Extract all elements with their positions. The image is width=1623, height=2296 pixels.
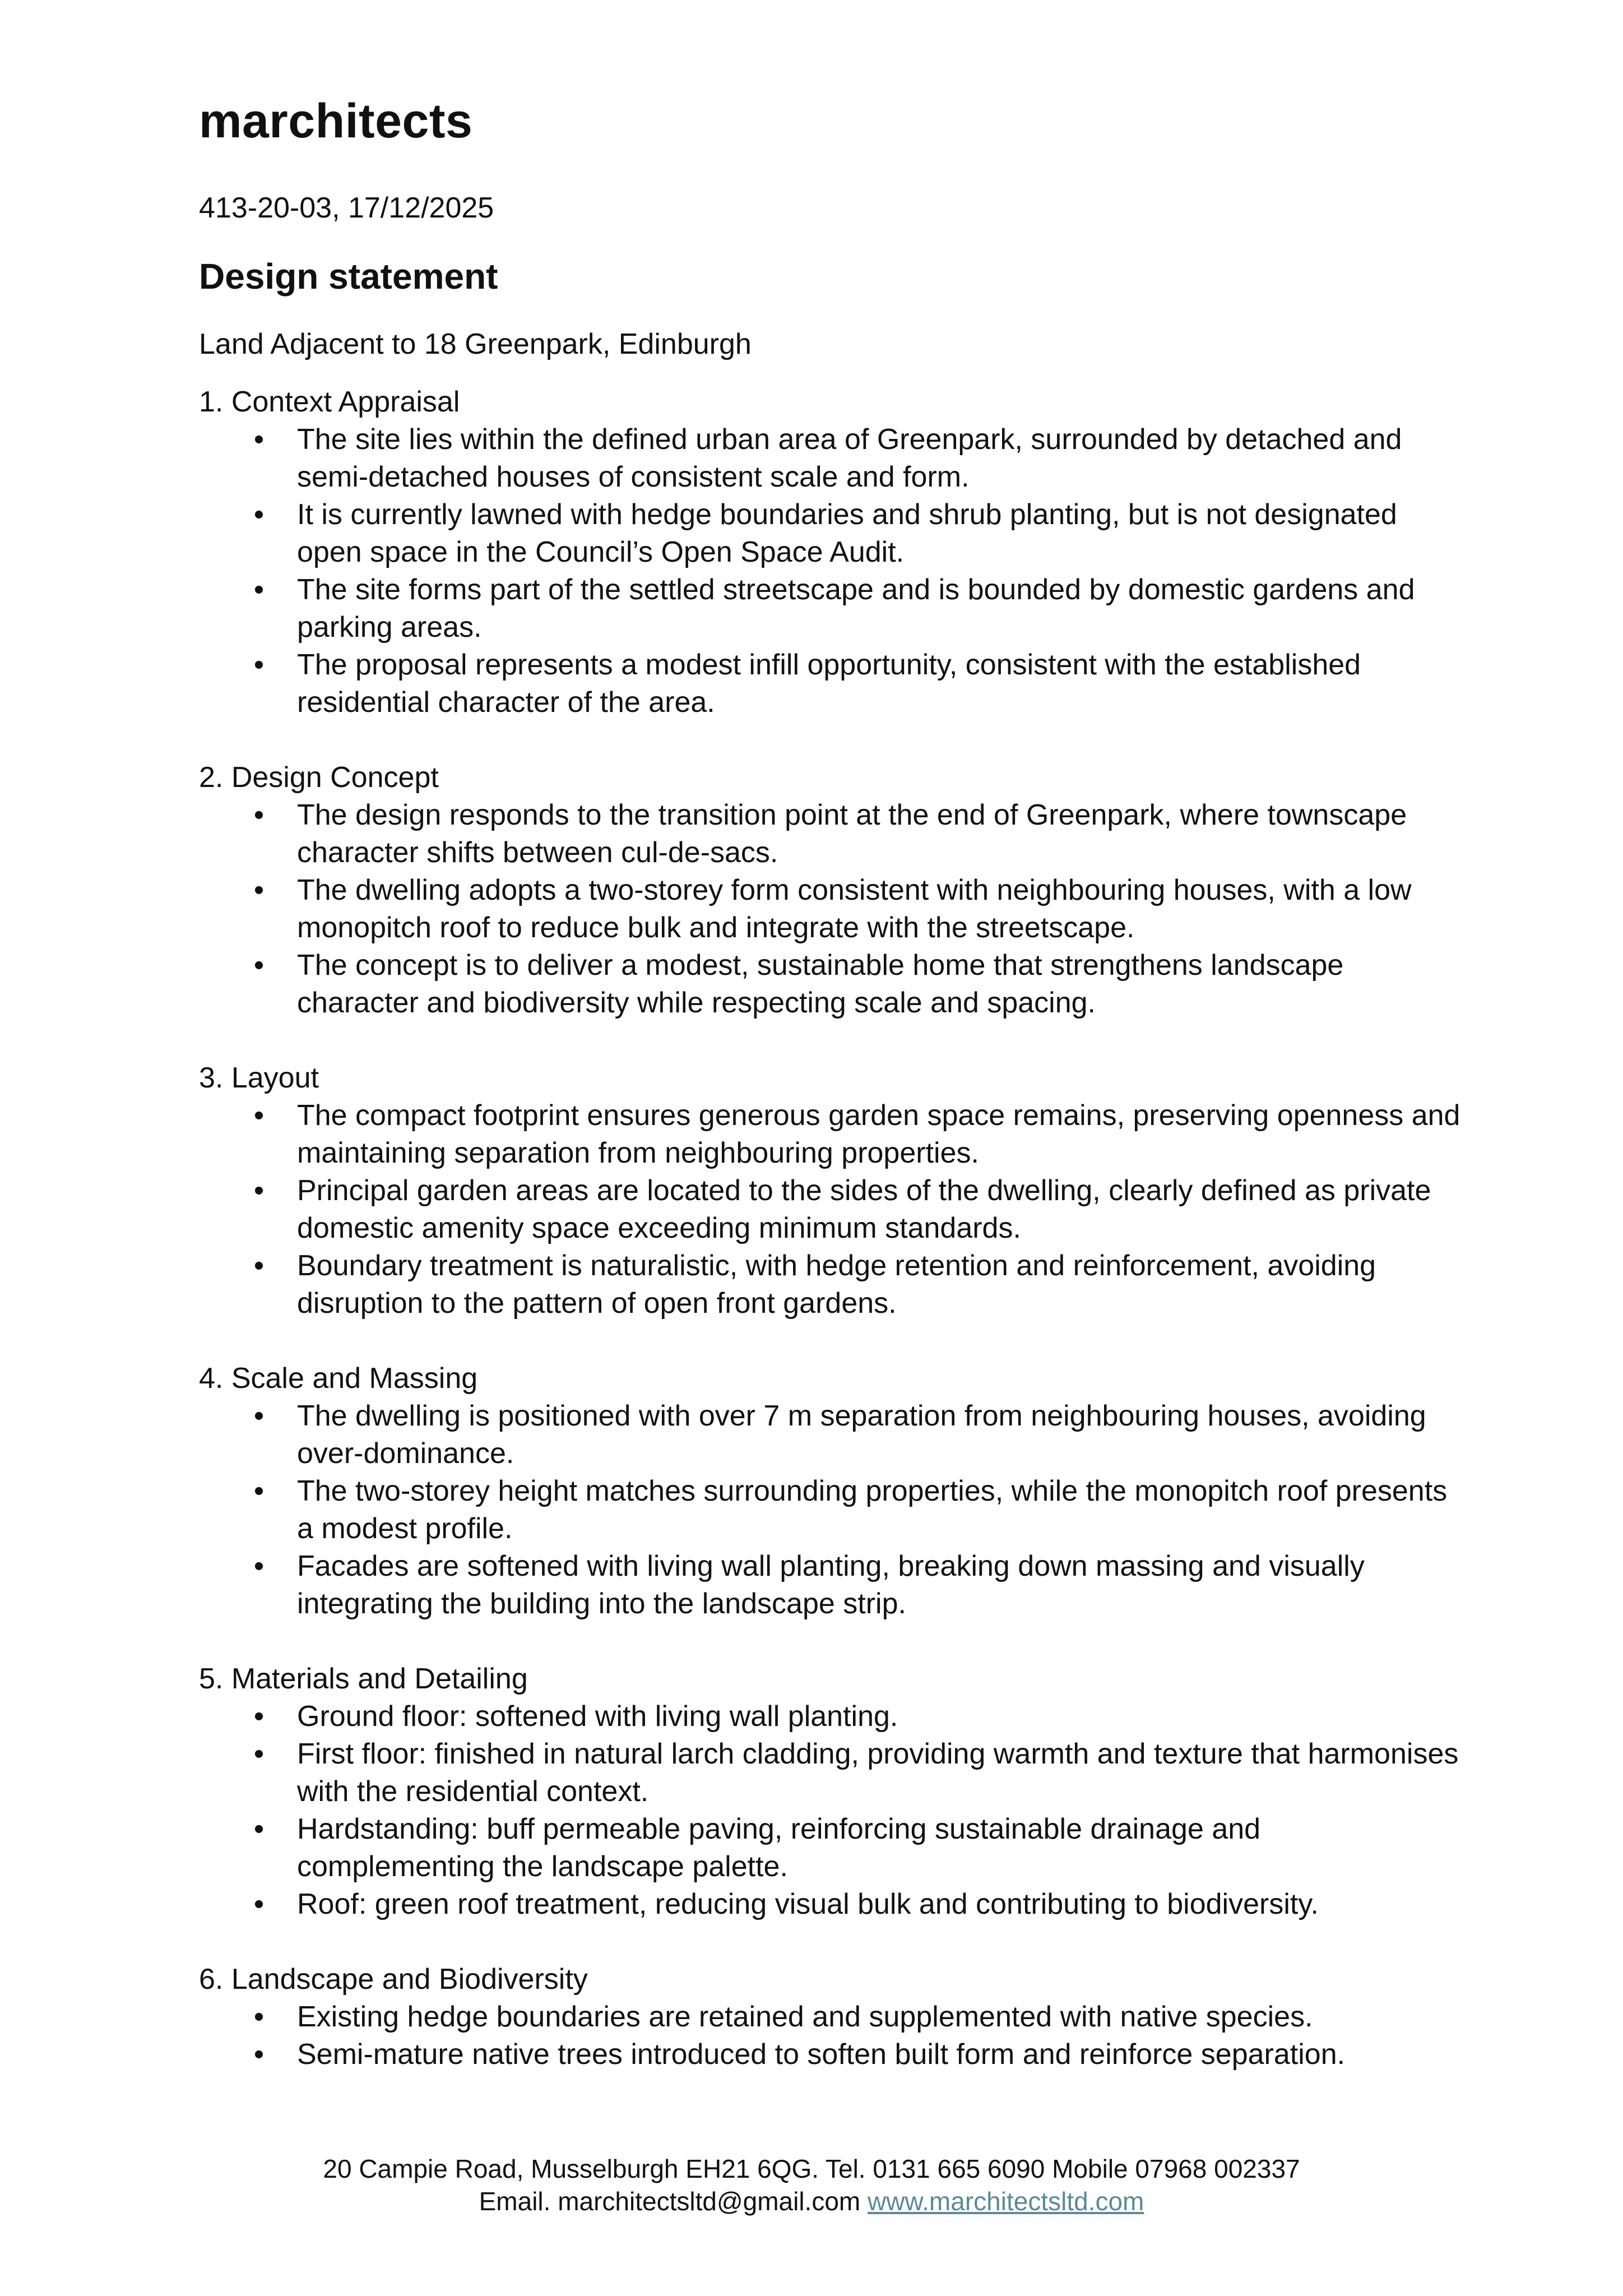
list-item [199,1397,1466,1473]
list-item-text: Hardstanding: buff permeable paving, reinforcing sustainable drainage and complementing the landscape palette. [297,1812,1261,1883]
list-item [199,1886,1466,1923]
list-item [199,1698,1466,1735]
list-item-text: Facades are softened with living wall planting, breaking down massing and visually integrating the building into the landscape strip. [297,1549,1365,1620]
list-item-text: The compact footprint ensures generous garden space remains, preserving openness and maintaining separation from neighbouring properties. [297,1099,1460,1169]
company-name: marchitects [199,94,473,148]
bullet-icon: • [253,1737,265,1770]
footer-contact [0,2185,1623,2218]
footer [0,2152,1623,2218]
list-item-text: The two-storey height matches surrounding properties, while the monopitch roof presents a modest profile. [297,1474,1448,1545]
section [199,383,1466,721]
bullet-icon: • [253,1249,265,1282]
bullet-list [199,1998,1466,2073]
section [199,1961,1466,2073]
bullet-icon: • [253,1174,265,1207]
bullet-icon: • [253,648,265,681]
bullet-icon: • [253,2000,265,2033]
bullet-icon: • [253,1887,265,1920]
bullet-icon: • [253,873,265,906]
footer-email: Email. marchitectsltd@gmail.com [479,2187,861,2216]
section-heading: 2. Design Concept [199,761,439,794]
list-item-text: The concept is to deliver a modest, sustainable home that strengthens landscape character and biodiversity while respecting scale and spacing. [297,948,1344,1019]
list-item-text: Ground floor: softened with living wall planting. [297,1700,898,1733]
list-item-text: The site lies within the defined urban area of Greenpark, surrounded by detached and semi-detached houses of consistent scale and form. [297,423,1402,493]
bullet-icon: • [253,1399,265,1432]
list-item [199,2036,1466,2073]
section-heading: 1. Context Appraisal [199,385,460,418]
section-heading: 5. Materials and Detailing [199,1662,528,1695]
list-item-text: The site forms part of the settled streetscape and is bounded by domestic gardens and parking areas. [297,573,1415,644]
bullet-icon: • [253,798,265,831]
list-item-text: Roof: green roof treatment, reducing visual bulk and contributing to biodiversity. [297,1887,1319,1920]
sections-container [199,383,1466,2073]
bullet-list [199,1097,1466,1322]
list-item-text: It is currently lawned with hedge boundaries and shrub planting, but is not designated open space in the Council’s Open Space Audit. [297,498,1397,568]
document-body [199,92,1466,2111]
bullet-icon: • [253,423,265,456]
bullet-icon: • [253,2038,265,2071]
section [199,759,1466,1022]
bullet-icon: • [253,1549,265,1582]
list-item-text: The dwelling is positioned with over 7 m separation from neighbouring houses, avoiding over-dominance. [297,1399,1426,1470]
section [199,1360,1466,1623]
list-item [199,1473,1466,1548]
section-heading: 4. Scale and Massing [199,1362,478,1395]
list-item [199,421,1466,496]
list-item-text: Boundary treatment is naturalistic, with hedge retention and reinforcement, avoiding disruption to the pattern of open front gardens. [297,1249,1376,1320]
list-item [199,872,1466,947]
list-item [199,1097,1466,1172]
list-item-text: The proposal represents a modest infill opportunity, consistent with the established residential character of the area. [297,648,1361,719]
bullet-icon: • [253,948,265,982]
section-heading: 6. Landscape and Biodiversity [199,1962,588,1996]
list-item [199,646,1466,721]
bullet-list [199,1698,1466,1923]
footer-address: 20 Campie Road, Musselburgh EH21 6QG. Tel. 0131 665 6090 Mobile 07968 002337 [323,2154,1300,2183]
bullet-list [199,421,1466,721]
list-item-text: First floor: finished in natural larch cladding, providing warmth and texture that harmonises with the residential context. [297,1737,1459,1808]
list-item [199,571,1466,646]
document-title: Design statement [199,256,498,297]
bullet-list [199,1397,1466,1623]
bullet-icon: • [253,1700,265,1733]
site-address: Land Adjacent to 18 Greenpark, Edinburgh [199,328,752,361]
bullet-icon: • [253,498,265,531]
document-reference: 413-20-03, 17/12/2025 [199,192,494,225]
list-item [199,1172,1466,1247]
section [199,1660,1466,1923]
website-link[interactable]: www.marchitectsltd.com [868,2187,1144,2216]
bullet-icon: • [253,1812,265,1845]
list-item [199,1998,1466,2036]
list-item-text: Existing hedge boundaries are retained and supplemented with native species. [297,2000,1313,2033]
list-item [199,1735,1466,1811]
list-item [199,1811,1466,1886]
list-item-text: Semi-mature native trees introduced to soften built form and reinforce separation. [297,2038,1346,2071]
list-item [199,496,1466,571]
bullet-icon: • [253,1099,265,1132]
list-item-text: The design responds to the transition point at the end of Greenpark, where townscape character shifts between cul-de-sacs. [297,798,1407,869]
section-heading: 3. Layout [199,1061,319,1094]
list-item [199,797,1466,872]
bullet-icon: • [253,1474,265,1507]
list-item [199,947,1466,1022]
section [199,1059,1466,1322]
list-item [199,1548,1466,1623]
bullet-list [199,797,1466,1022]
list-item [199,1247,1466,1322]
bullet-icon: • [253,573,265,606]
list-item-text: The dwelling adopts a two-storey form consistent with neighbouring houses, with a low monopitch roof to reduce bulk and integrate with the streetscape. [297,873,1412,944]
list-item-text: Principal garden areas are located to the sides of the dwelling, clearly defined as private domestic amenity space exceeding minimum standards. [297,1174,1431,1244]
